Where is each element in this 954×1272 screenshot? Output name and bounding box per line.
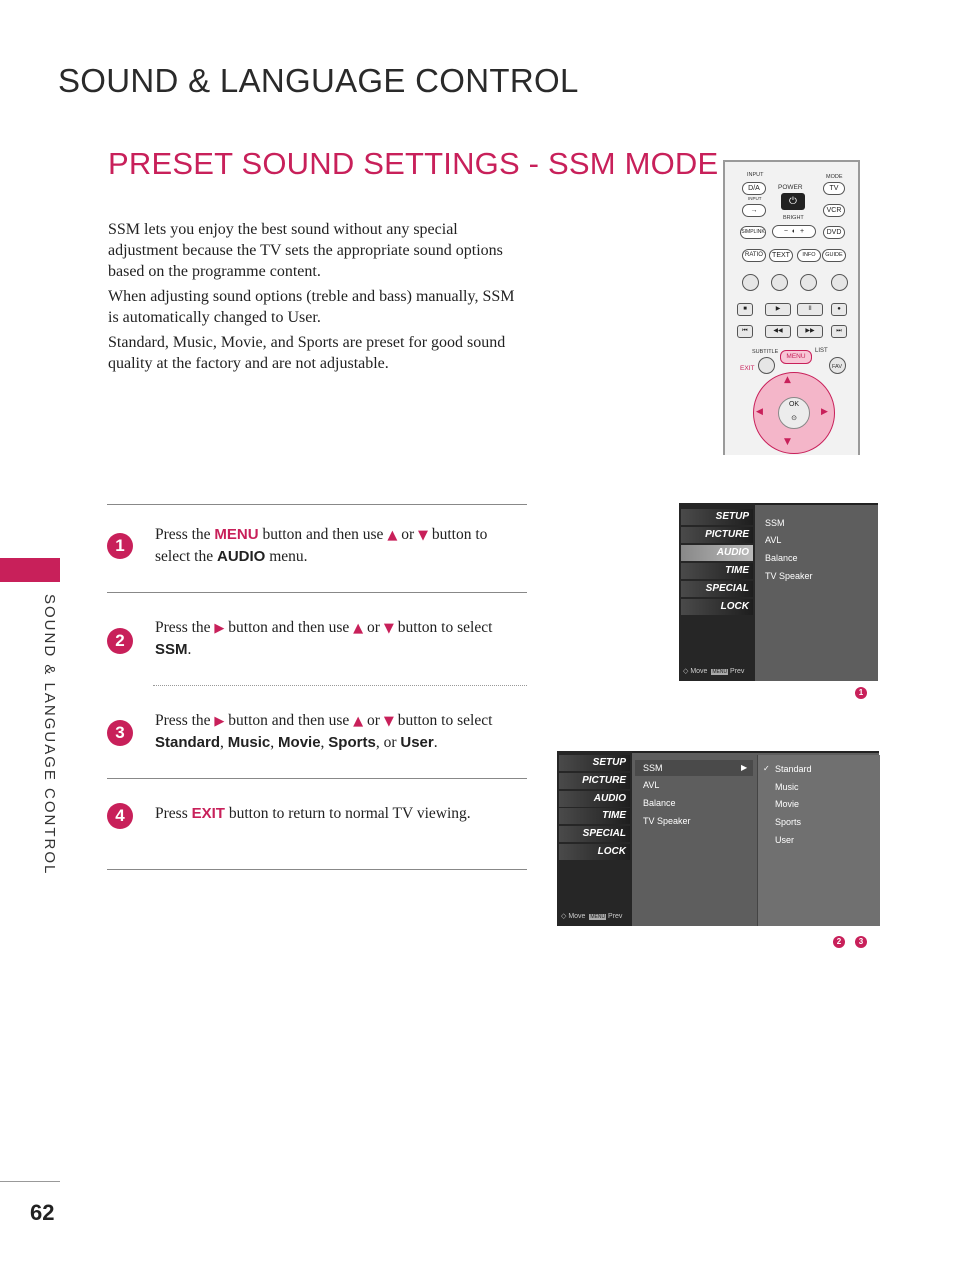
step-divider (107, 869, 527, 870)
intro-paragraph: Standard, Music, Movie, and Sports are preset for good sound quality at the factory and are not adjustable. (108, 334, 506, 372)
step-divider-dotted (153, 685, 527, 686)
menu-option: AVL (643, 780, 660, 790)
right-arrow-icon: ▶ (214, 621, 225, 636)
ratio-button: RATIO (742, 249, 766, 262)
ssm-keyword: SSM (155, 641, 188, 658)
menu-button: MENU (780, 350, 812, 364)
ok-button: OK ⊙ (778, 397, 810, 429)
menu-sidebar: SETUP PICTURE AUDIO TIME SPECIAL LOCK ◇ Move MENU Prev (679, 503, 755, 681)
step-divider (107, 504, 527, 505)
color-button (771, 274, 788, 291)
audio-menu-screen (679, 503, 878, 681)
page-number-rule (0, 1181, 60, 1182)
step-divider (107, 592, 527, 593)
intro-paragraph: When adjusting sound options (treble and bass) manually, SSM is automatically changed to User. (108, 288, 515, 326)
menu-item-audio: AUDIO (559, 791, 630, 807)
menu-item-special: SPECIAL (681, 581, 753, 597)
menu-item-picture: PICTURE (681, 527, 753, 543)
submenu-panel (757, 755, 880, 926)
menu-keyword: MENU (214, 526, 259, 543)
exit-keyword: EXIT (191, 805, 225, 822)
rewind-icon: ◀◀ (765, 325, 791, 338)
play-icon: ▶ (765, 303, 791, 316)
menu-item-audio: AUDIO (681, 545, 753, 561)
exit-button (758, 357, 775, 374)
side-tab-label: SOUND & LANGUAGE CONTROL (41, 594, 58, 876)
step-1-text: Press the MENU button and then use ▲ or ▼ button to select the AUDIO menu. (155, 526, 488, 565)
submenu-arrow-icon: ▶ (741, 763, 748, 772)
menu-option: TV Speaker (765, 571, 813, 581)
down-arrow-icon: ▼ (383, 714, 394, 729)
up-arrow-icon: ▲ (784, 375, 791, 385)
menu2-step-badge: 2 (833, 936, 845, 948)
menu-sidebar: SETUP PICTURE AUDIO TIME SPECIAL LOCK ◇ Move MENU Prev (557, 751, 632, 926)
menu-item-picture: PICTURE (559, 773, 630, 789)
color-button (831, 274, 848, 291)
up-arrow-icon: ▲ (353, 621, 364, 636)
da-button: D/A (742, 182, 766, 195)
submenu-option: Movie (775, 799, 800, 809)
skip-back-icon: ⏮ (737, 325, 753, 338)
menu-item-lock: LOCK (559, 844, 630, 860)
down-arrow-icon: ▼ (383, 621, 394, 636)
right-arrow-icon: ▶ (214, 714, 225, 729)
menu-option: AVL (765, 535, 782, 545)
remote-control-illustration: INPUT MODE D/A TV POWER ⏻ INPUT → VCR BRIGHT SIMPLINK − ◐ + DVD RATIO TEXT INFO GUIDE ■ ▶ II ● ⏮ ◀◀ ▶▶ ⏭ SUBTITLE LIST MENU EXIT FAV ▲ ▼ ◀ ▶ OK ⊙ (723, 160, 860, 455)
menu-option: Balance (643, 798, 676, 808)
menu1-step-badge: 1 (855, 687, 867, 699)
audio-keyword: AUDIO (216, 548, 266, 565)
step-4-badge: 4 (107, 803, 133, 829)
submenu-option: User (775, 835, 795, 845)
right-arrow-icon: ▶ (821, 407, 828, 417)
power-icon: ⏻ (781, 193, 805, 210)
submenu-option: Sports (775, 817, 802, 827)
step-2-text: Press the ▶ button and then use ▲ or ▼ button to select SSM. (155, 619, 493, 658)
info-button: INFO (797, 249, 821, 262)
page-title: PRESET SOUND SETTINGS - SSM MODE (108, 146, 719, 181)
intro-text (108, 219, 528, 378)
page-number: 62 (30, 1200, 55, 1225)
menu-item-time: TIME (559, 808, 630, 824)
step-4-text: Press EXIT button to return to normal TV viewing. (155, 805, 471, 822)
fast-forward-icon: ▶▶ (797, 325, 823, 338)
stop-icon: ■ (737, 303, 753, 316)
pause-icon: II (797, 303, 823, 316)
simplink-button: SIMPLINK (740, 226, 766, 239)
ssm-menu-screen (557, 751, 879, 926)
menu-item-setup: SETUP (559, 755, 630, 771)
up-arrow-icon: ▲ (353, 714, 364, 729)
check-icon: ✓ (763, 764, 770, 773)
step-3-text: Press the ▶ button and then use ▲ or ▼ button to select Standard, Music, Movie, Sports, or User. (155, 712, 493, 751)
menu-option: Balance (765, 553, 798, 563)
left-arrow-icon: ◀ (756, 407, 763, 417)
vcr-button: VCR (823, 204, 845, 217)
menu-item-lock: LOCK (681, 599, 753, 615)
color-button (742, 274, 759, 291)
menu-item-setup: SETUP (681, 509, 753, 525)
menu-item-time: TIME (681, 563, 753, 579)
step-2-badge: 2 (107, 628, 133, 654)
down-arrow-icon: ▼ (784, 437, 791, 447)
menu-option-ssm: SSM (643, 763, 663, 773)
menu-option: SSM (765, 518, 785, 528)
intro-paragraph: SSM lets you enjoy the best sound without any special adjustment because the TV sets the appropriate sound options based on the programme content. (108, 221, 503, 280)
tv-button: TV (823, 182, 845, 195)
guide-button: GUIDE (822, 249, 846, 262)
menu2-step-badge: 3 (855, 936, 867, 948)
menu-option: TV Speaker (643, 816, 691, 826)
step-divider (107, 778, 527, 779)
submenu-option: Music (775, 782, 799, 792)
menu-item-special: SPECIAL (559, 826, 630, 842)
down-arrow-icon: ▼ (417, 528, 428, 543)
side-tab-marker (0, 558, 60, 582)
step-3-badge: 3 (107, 720, 133, 746)
step-1-badge: 1 (107, 533, 133, 559)
dvd-button: DVD (823, 226, 845, 239)
text-button: TEXT (769, 249, 793, 262)
submenu-option: Standard (775, 764, 812, 774)
up-arrow-icon: ▲ (387, 528, 398, 543)
input-icon: → (742, 204, 766, 217)
skip-forward-icon: ⏭ (831, 325, 847, 338)
section-title: SOUND & LANGUAGE CONTROL (58, 62, 579, 99)
color-button (800, 274, 817, 291)
record-icon: ● (831, 303, 847, 316)
brightness-control: − ◐ + (772, 225, 816, 238)
